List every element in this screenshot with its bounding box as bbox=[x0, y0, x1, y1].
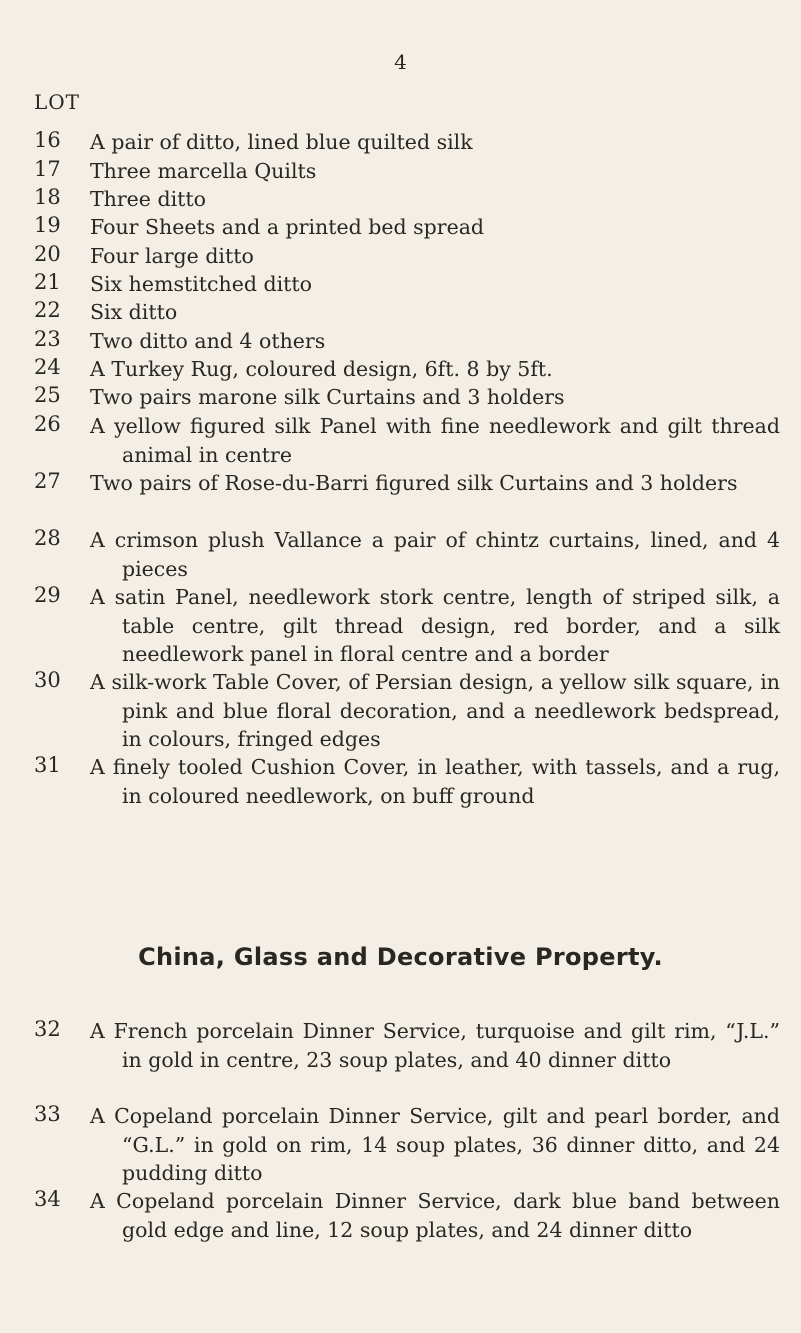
lot-number: 29 bbox=[34, 583, 61, 607]
lot-description-text: Three ditto bbox=[90, 187, 206, 211]
lot-number: 32 bbox=[34, 1017, 61, 1041]
lot-number: 28 bbox=[34, 526, 61, 550]
lot-description-text: Two pairs of Rose-du-Barri figured silk Curtains and 3 holders bbox=[90, 471, 738, 495]
lot-description-text: A finely tooled Cushion Cover, in leather, with tassels, and a rug, in coloured needlework, on buff ground bbox=[90, 755, 780, 808]
lot-column-header: LOT bbox=[34, 90, 81, 114]
lot-number: 18 bbox=[34, 185, 61, 209]
lot-description-text: Four Sheets and a printed bed spread bbox=[90, 215, 485, 239]
lot-description bbox=[90, 157, 780, 186]
lot-description bbox=[90, 412, 780, 469]
lot-description-text: A yellow figured silk Panel with fine needlework and gilt thread animal in centre bbox=[90, 414, 780, 467]
lot-description bbox=[90, 526, 780, 583]
lot-description-text: Six hemstitched ditto bbox=[90, 272, 312, 296]
lot-description-text: A crimson plush Vallance a pair of chintz curtains, lined, and 4 pieces bbox=[90, 528, 780, 581]
lot-description bbox=[90, 213, 780, 242]
lot-description-text: A Copeland porcelain Dinner Service, dark blue band between gold edge and line, 12 soup plates, and 24 dinner ditto bbox=[90, 1189, 780, 1242]
lot-description bbox=[90, 383, 780, 412]
lot-number: 31 bbox=[34, 753, 61, 777]
lot-description bbox=[90, 1017, 780, 1074]
lot-number: 26 bbox=[34, 412, 61, 436]
page-number: 4 bbox=[394, 50, 407, 74]
lot-description-text: A French porcelain Dinner Service, turquoise and gilt rim, “J.L.” in gold in centre, 23 soup plates, and 40 dinner ditto bbox=[90, 1019, 780, 1072]
lot-description bbox=[90, 298, 780, 327]
lot-description bbox=[90, 753, 780, 810]
lot-number: 23 bbox=[34, 327, 61, 351]
lot-description-text: A silk-work Table Cover, of Persian design, a yellow silk square, in pink and blue floral decoration, and a needlework bedspread, in colours, fringed edges bbox=[90, 670, 780, 751]
lot-description-text: Two ditto and 4 others bbox=[90, 329, 326, 353]
lot-description bbox=[90, 327, 780, 356]
lot-number: 22 bbox=[34, 298, 61, 322]
lot-number: 33 bbox=[34, 1102, 61, 1126]
lot-description bbox=[90, 668, 780, 754]
lot-number: 30 bbox=[34, 668, 61, 692]
section-heading: China, Glass and Decorative Property. bbox=[138, 943, 663, 971]
lot-description bbox=[90, 1187, 780, 1244]
lot-number: 27 bbox=[34, 469, 61, 493]
lot-description-text: Six ditto bbox=[90, 300, 178, 324]
lot-description-text: A Turkey Rug, coloured design, 6ft. 8 by 5ft. bbox=[90, 357, 553, 381]
lot-number: 21 bbox=[34, 270, 61, 294]
lot-description bbox=[90, 185, 780, 214]
lot-description-text: Three marcella Quilts bbox=[90, 159, 317, 183]
lot-description bbox=[90, 355, 780, 384]
lot-description bbox=[90, 583, 780, 669]
lot-number: 20 bbox=[34, 242, 61, 266]
lot-description bbox=[90, 128, 780, 157]
lot-description-text: A Copeland porcelain Dinner Service, gilt and pearl border, and “G.L.” in gold on rim, 14 soup plates, 36 dinner ditto, and 24 pudding ditto bbox=[90, 1104, 780, 1185]
lot-description-text: Four large ditto bbox=[90, 244, 254, 268]
lot-number: 16 bbox=[34, 128, 61, 152]
lot-description bbox=[90, 469, 780, 498]
lot-description bbox=[90, 242, 780, 271]
lot-description-text: A satin Panel, needlework stork centre, length of striped silk, a table centre, gilt thread design, red border, and a silk needlework panel in floral centre and a border bbox=[90, 585, 780, 666]
lot-description bbox=[90, 270, 780, 299]
lot-description-text: Two pairs marone silk Curtains and 3 holders bbox=[90, 385, 565, 409]
lot-number: 34 bbox=[34, 1187, 61, 1211]
lot-description-text: A pair of ditto, lined blue quilted silk bbox=[90, 130, 473, 154]
lot-number: 17 bbox=[34, 157, 61, 181]
lot-number: 19 bbox=[34, 213, 61, 237]
lot-number: 25 bbox=[34, 383, 61, 407]
lot-description bbox=[90, 1102, 780, 1188]
lot-number: 24 bbox=[34, 355, 61, 379]
